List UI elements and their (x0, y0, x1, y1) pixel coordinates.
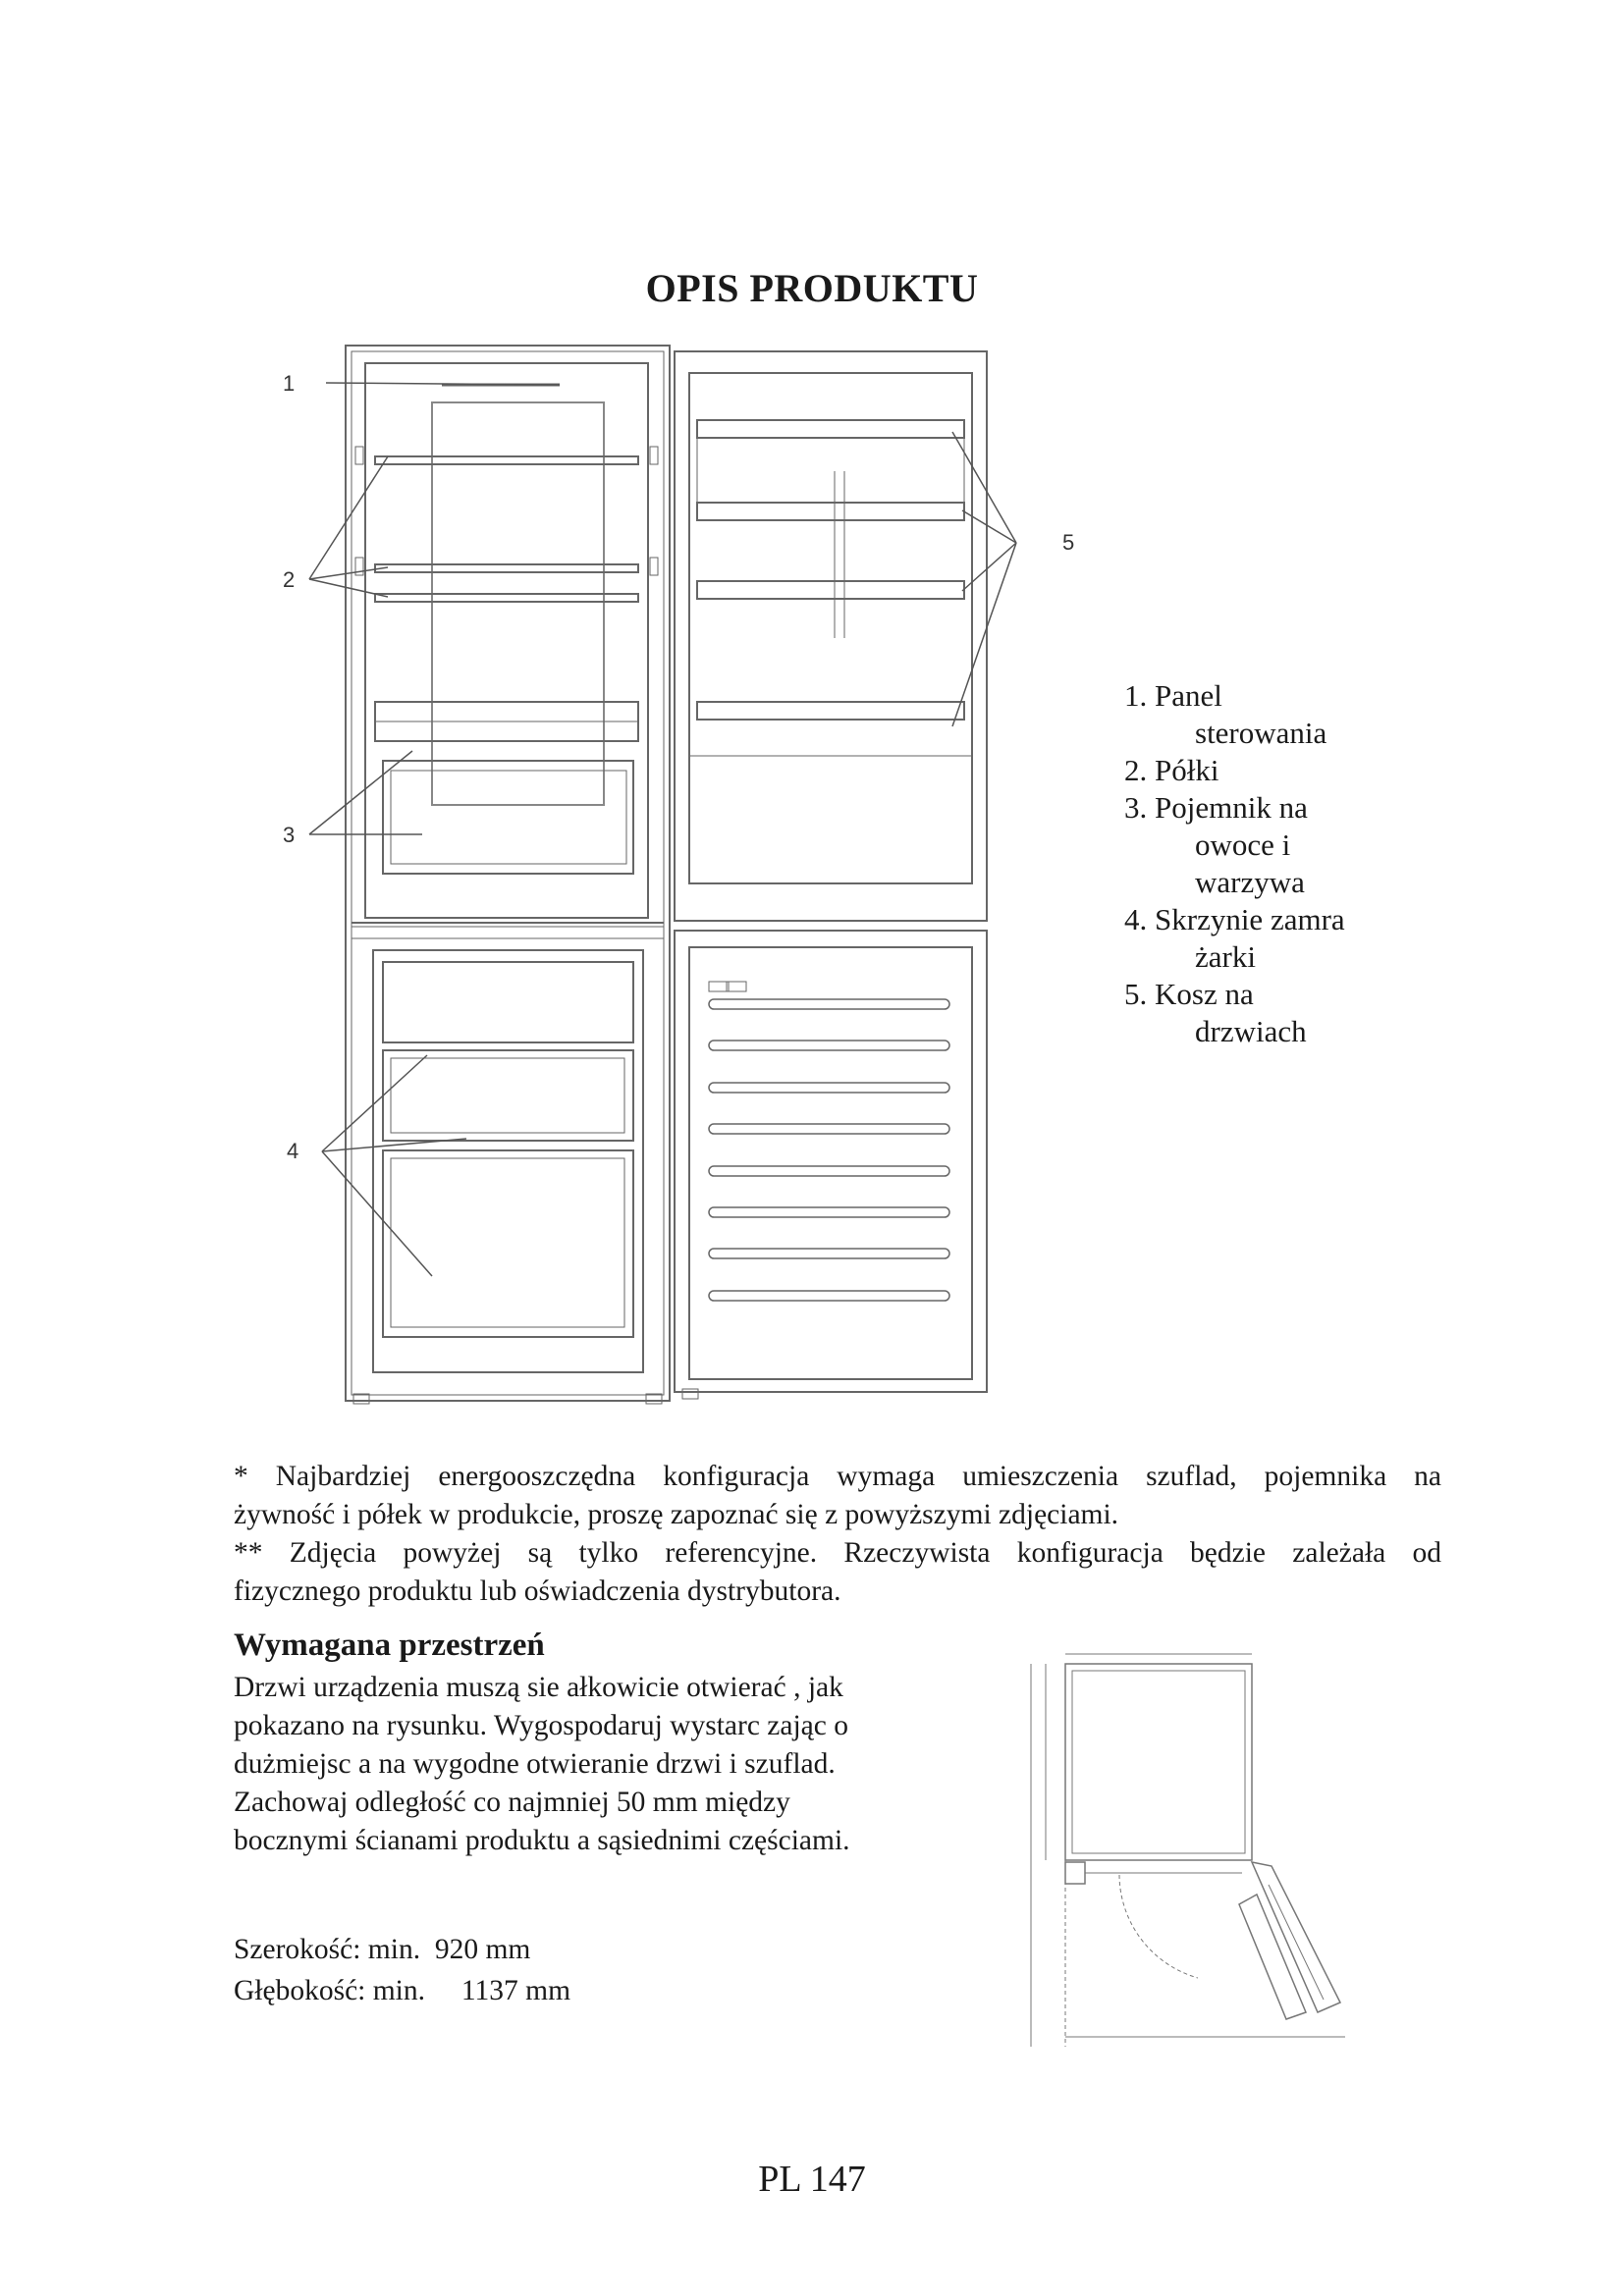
note-2-line-2: fizycznego produktu lub oświadczenia dystrybutora. (234, 1575, 841, 1607)
legend-item-2: 2. Półki (1124, 753, 1219, 787)
callout-5: 5 (1062, 530, 1075, 555)
page-number: PL 147 (758, 2159, 866, 2200)
legend-item-1-cont: sterowania (1195, 716, 1327, 750)
legend-item-4: 4. Skrzynie zamra (1124, 902, 1345, 936)
legend-item-3-cont: owoce i (1195, 828, 1291, 862)
configuration-notes (234, 1458, 1441, 1611)
callout-3: 3 (283, 823, 296, 847)
page-title: OPIS PRODUKTU (645, 266, 979, 310)
clearance-diagram (1011, 1634, 1365, 2056)
fridge-diagram (283, 334, 1090, 1414)
callout-1: 1 (283, 371, 296, 396)
legend-item-3-cont2: warzywa (1195, 865, 1305, 899)
space-instructions (234, 1669, 980, 1860)
note-1-line-2: żywność i półek w produkcie, proszę zapoznać się z powyższymi zdjęciami. (234, 1499, 1119, 1530)
instruction-line: Zachowaj odległość co najmniej 50 mm między (234, 1787, 790, 1818)
legend-item-3: 3. Pojemnik na (1124, 790, 1308, 825)
callout-2: 2 (283, 567, 296, 592)
section-heading: Wymagana przestrzeń (234, 1628, 545, 1663)
legend-item-4-cont: żarki (1195, 939, 1256, 974)
instruction-line: dużmiejsc a na wygodne otwieranie drzwi i szuflad. (234, 1748, 836, 1780)
instruction-line: pokazano na rysunku. Wygospodaruj wystarc zając o (234, 1710, 848, 1741)
note-2-line-1: ** Zdjęcia powyżej są tylko referencyjne. Rzeczywista konfiguracja będzie zależała od (234, 1537, 1441, 1569)
minimum-dimensions (234, 1929, 570, 2011)
legend-item-1: 1. Panel (1124, 678, 1222, 713)
instruction-line: bocznymi ścianami produktu a sąsiednimi częściami. (234, 1825, 850, 1856)
parts-legend (1124, 677, 1345, 1050)
legend-item-5-cont: drzwiach (1195, 1014, 1307, 1048)
callout-4: 4 (287, 1139, 299, 1163)
legend-item-5: 5. Kosz na (1124, 977, 1254, 1011)
min-width: Szerokość: min. 920 mm (234, 1934, 531, 1965)
instruction-line: Drzwi urządzenia muszą sie ałkowicie otwierać , jak (234, 1672, 843, 1703)
min-depth: Głębokość: min. 1137 mm (234, 1975, 571, 2006)
note-1-line-1: * Najbardziej energooszczędna konfiguracja wymaga umieszczenia szuflad, pojemnika na (234, 1461, 1441, 1492)
